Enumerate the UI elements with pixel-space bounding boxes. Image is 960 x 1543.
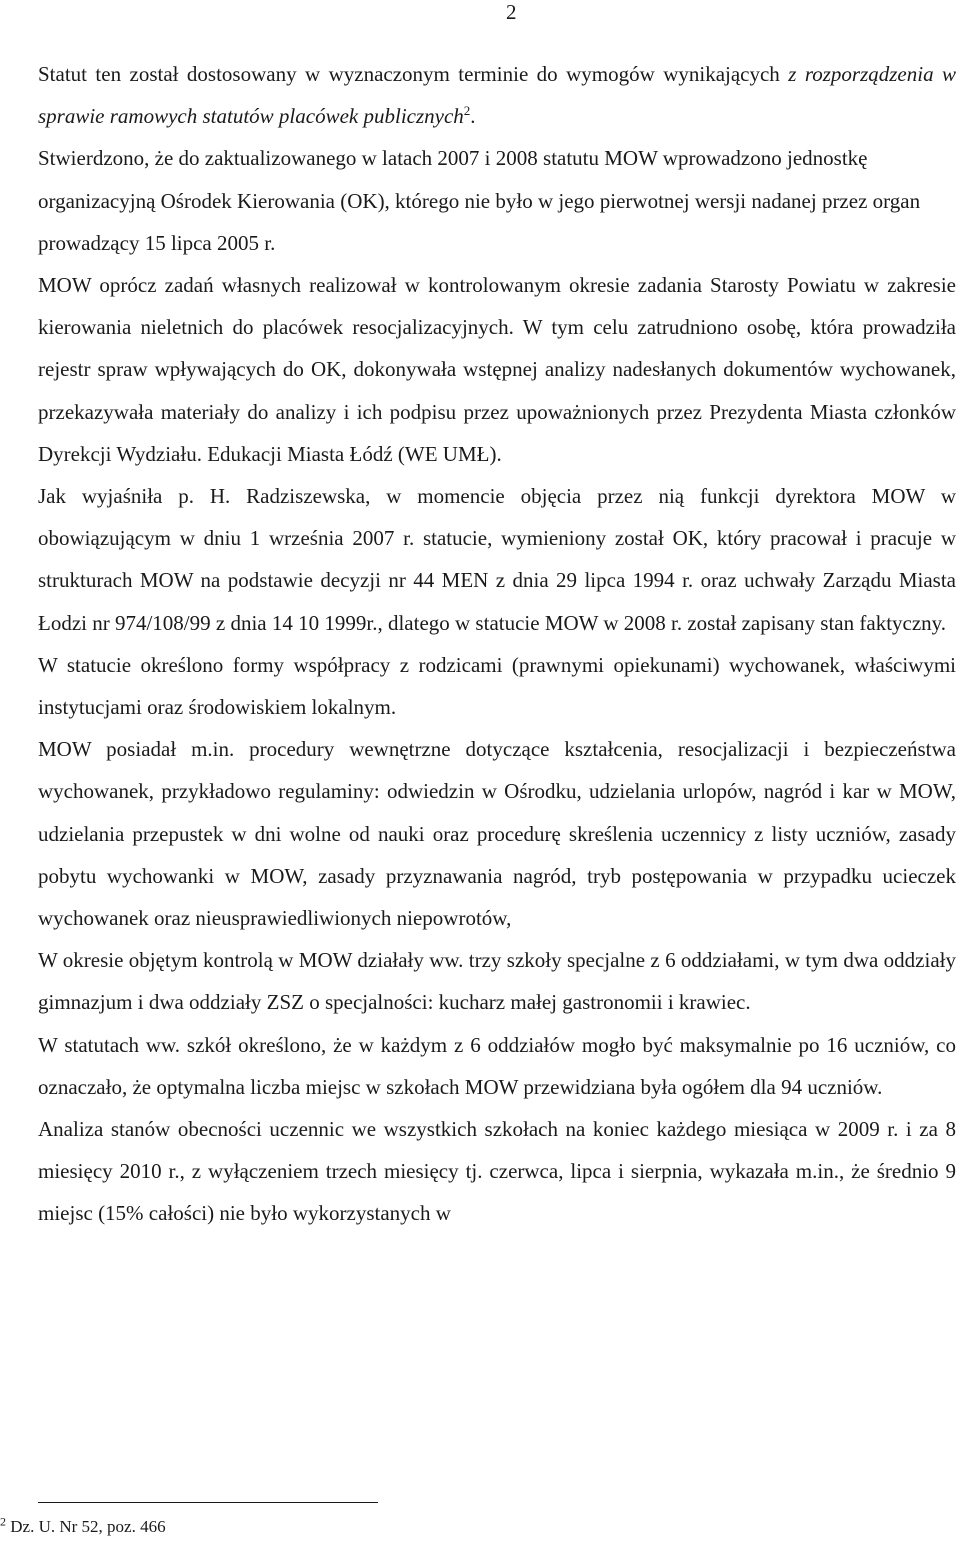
paragraph-internal-procedures: MOW posiadał m.in. procedury wewnętrzne dotyczące kształcenia, resocjalizacji i bezpieczeństwa wychowanek, przykładowo regulaminy: odwiedzin w Ośrodku, udzielania urlopów, nagród i kar w MOW, udzielania przepustek w dni wolne od nauki oraz procedurę skreślenia uczennicy z listy uczniów, zasady pobytu wychowanki w MOW, zasady przyznawania nagród, tryb postępowania w przypadku ucieczek wychowanek oraz nieusprawiedliwionych niepowrotów,: [38, 737, 956, 931]
regulation-title: z rozporządzenia w sprawie ramowych statutów placówek publicznych: [38, 62, 956, 129]
paragraph-cooperation-forms: W statucie określono formy współpracy z rodzicami (prawnymi opiekunami) wychowanek, właściwymi instytucjami oraz środowiskiem lokalnym.: [38, 652, 956, 720]
footnote: [0, 1516, 166, 1538]
paragraph-school-statutes: W statutach ww. szkół określono, że w każdym z 6 oddziałów mogło być maksymalnie po 16 uczniów, co oznaczało, że optymalna liczba miejsc w szkołach MOW przewidziana była ogółem dla 94 uczniów.: [38, 1032, 956, 1099]
page-number: 2: [506, 0, 517, 24]
paragraph-ok-unit: Stwierdzono, że do zaktualizowanego w latach 2007 i 2008 statutu MOW wprowadzono jednostkę organizacyjną Ośrodek Kierowania (OK), którego nie było w jego pierwotnej wersji nadanej przez organ prowadzący 15 lipca 2005 r.: [38, 146, 921, 255]
footnote-separator: [38, 1502, 378, 1503]
paragraph-text: .: [470, 104, 476, 129]
paragraph-text: Statut ten został dostosowany w wyznaczonym terminie do wymogów wynikających: [38, 62, 780, 86]
paragraph-special-schools: W okresie objętym kontrolą w MOW działały ww. trzy szkoły specjalne z 6 oddziałami, w tym dwa oddziały gimnazjum i dwa oddziały ZSZ o specjalności: kucharz małej gastronomii i krawiec.: [38, 948, 956, 1015]
footnote-marker: 2: [0, 1514, 6, 1529]
paragraph-statute-adjusted: [38, 53, 956, 137]
paragraph-director-explanation: Jak wyjaśniła p. H. Radziszewska, w momencie objęcia przez nią funkcji dyrektora MOW w obowiązującym w dniu 1 września 2007 r. statucie, wymieniony został OK, który pracował i pracuje w strukturach MOW na podstawie decyzji nr 44 MEN z dnia 29 lipca 1994 r. oraz uchwały Zarządu Miasta Łodzi nr 974/108/99 z dnia 14 10 1999r., dlatego w statucie MOW w 2008 r. został zapisany stan faktyczny.: [38, 484, 956, 635]
footnote-text: Dz. U. Nr 52, poz. 466: [10, 1517, 166, 1536]
footnote-reference: 2: [463, 103, 471, 119]
body-text: [38, 53, 956, 1235]
paragraph-attendance-analysis: Analiza stanów obecności uczennic we wszystkich szkołach na koniec każdego miesiąca w 2009 r. i za 8 miesięcy 2010 r., z wyłączeniem trzech miesięcy tj. czerwca, lipca i sierpnia, wykazała m.in., że średnio 9 miejsc (15% całości) nie było wykorzystanych w: [38, 1117, 956, 1226]
paragraph-starosta-tasks: MOW oprócz zadań własnych realizował w kontrolowanym okresie zadania Starosty Powiatu w zakresie kierowania nieletnich do placówek resocjalizacyjnych. W tym celu zatrudniono osobę, która prowadziła rejestr spraw wpływających do OK, dokonywała wstępnej analizy nadesłanych dokumentów wychowanek, przekazywała materiały do analizy i ich podpisu przez upoważnionych przez Prezydenta Miasta członków Dyrekcji Wydziału. Edukacji Miasta Łódź (WE UMŁ).: [38, 273, 956, 466]
